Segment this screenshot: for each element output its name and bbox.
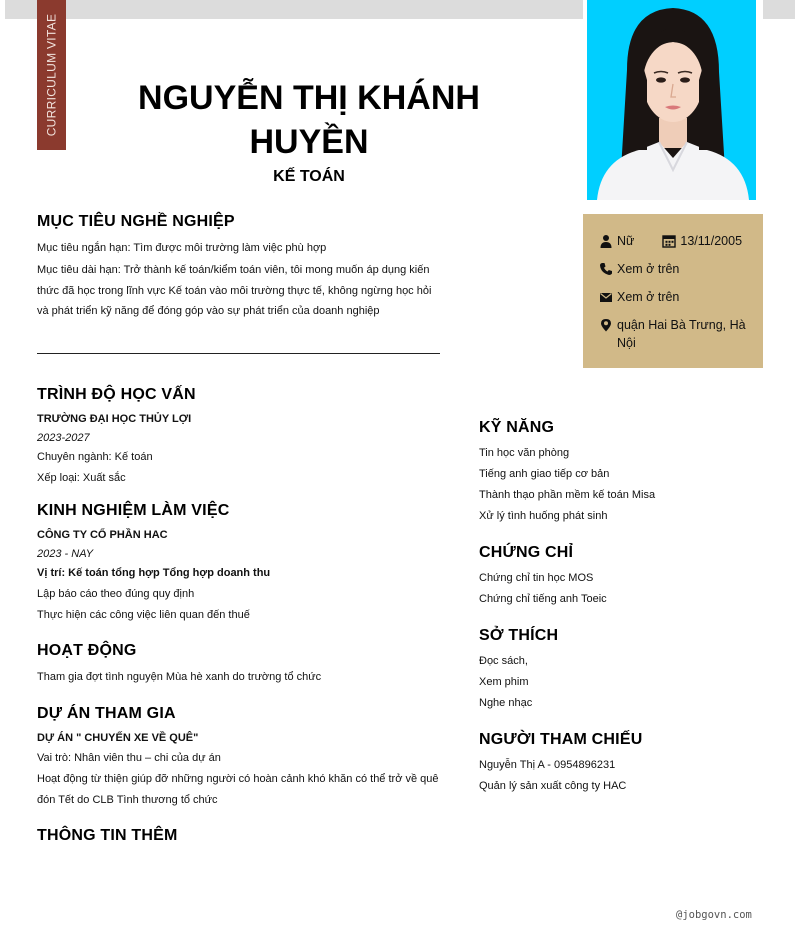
candidate-name: NGUYỄN THỊ KHÁNH HUYỀN — [138, 79, 480, 161]
top-bar-right — [763, 0, 795, 19]
references-title: NGƯỜI THAM CHIẾU — [479, 731, 643, 748]
curriculum-vitae-tab — [37, 0, 66, 150]
dob-group — [662, 232, 742, 250]
education-major: Chuyên ngành: Kế toán — [37, 451, 153, 463]
education-title: TRÌNH ĐỘ HỌC VẤN — [37, 386, 196, 403]
contact-info-box — [583, 214, 763, 368]
project-name: DỰ ÁN " CHUYẾN XE VỀ QUÊ" — [37, 732, 199, 744]
hobby-item: Đọc sách, — [479, 655, 528, 667]
skill-item: Xử lý tình huống phát sinh — [479, 510, 608, 522]
phone-row — [599, 260, 749, 278]
email-icon — [599, 290, 613, 304]
skills-title: KỸ NĂNG — [479, 419, 555, 436]
certificates-title: CHỨNG CHỈ — [479, 544, 574, 561]
job-title: KẾ TOÁN — [273, 168, 345, 185]
education-rank: Xếp loại: Xuất sắc — [37, 472, 126, 484]
experience-position: Vị trí: Kế toán tổng hợp Tổng hợp doanh thu — [37, 567, 271, 579]
profile-photo — [587, 0, 756, 200]
project-description: Hoạt động từ thiện giúp đỡ những người có hoàn cảnh khó khăn có thể trở về quê đón Tết do CLB Tình thương tổ chức — [37, 773, 439, 806]
gender-value: Nữ — [617, 234, 635, 248]
activity-item: Tham gia đợt tình nguyện Mùa hè xanh do trường tổ chức — [37, 671, 322, 683]
skill-item: Tin học văn phòng — [479, 447, 570, 459]
reference-item: Nguyễn Thị A - 0954896231 — [479, 759, 616, 771]
gender-dob-row — [599, 232, 749, 250]
hobby-item: Nghe nhạc — [479, 697, 533, 709]
reference-item: Quản lý sản xuất công ty HAC — [479, 780, 627, 792]
address-row — [599, 316, 749, 352]
objective-long-term: Mục tiêu dài hạn: Trở thành kế toán/kiểm toán viên, tôi mong muốn áp dụng kiến thức đã học trong lĩnh vực Kế toán vào môi trường thực tế, không ngừng học hỏi và phát triển kỹ năng để đóng góp vào sự phát triển của doanh nghiệp — [37, 264, 432, 317]
education-period: 2023-2027 — [37, 432, 90, 444]
address-value: quận Hai Bà Trưng, Hà Nội — [617, 318, 746, 350]
dob-value: 13/11/2005 — [680, 234, 743, 248]
activities-title: HOẠT ĐỘNG — [37, 642, 137, 659]
experience-company: CÔNG TY CỔ PHẦN HAC — [37, 529, 168, 541]
skill-item: Thành thạo phần mềm kế toán Misa — [479, 489, 656, 501]
experience-task: Thực hiện các công việc liên quan đến thuế — [37, 609, 250, 621]
section-divider — [37, 353, 440, 354]
watermark: @jobgovn.com — [676, 909, 752, 921]
experience-title: KINH NGHIỆM LÀM VIỆC — [37, 502, 230, 519]
certificate-item: Chứng chỉ tiếng anh Toeic — [479, 593, 607, 605]
experience-task: Lập báo cáo theo đúng quy định — [37, 588, 195, 600]
phone-icon — [599, 262, 613, 276]
email-value: Xem ở trên — [617, 290, 680, 304]
location-pin-icon — [599, 318, 613, 332]
phone-value: Xem ở trên — [617, 262, 680, 276]
top-bar — [5, 0, 583, 19]
objective-title: MỤC TIÊU NGHỀ NGHIỆP — [37, 213, 235, 230]
email-row — [599, 288, 749, 306]
more-info-title: THÔNG TIN THÊM — [37, 827, 178, 844]
calendar-icon — [662, 234, 676, 248]
hobby-item: Xem phim — [479, 676, 529, 688]
education-school: TRƯỜNG ĐẠI HỌC THỦY LỢI — [37, 413, 192, 425]
certificate-item: Chứng chỉ tin học MOS — [479, 572, 594, 584]
objective-short-term: Mục tiêu ngắn hạn: Tìm được môi trường làm việc phù hợp — [37, 242, 327, 254]
skill-item: Tiếng anh giao tiếp cơ bản — [479, 468, 610, 480]
project-role: Vai trò: Nhân viên thu – chi của dự án — [37, 752, 221, 764]
portrait-illustration — [587, 0, 756, 200]
person-icon — [599, 234, 613, 248]
hobbies-title: SỞ THÍCH — [479, 627, 559, 644]
experience-period: 2023 - NAY — [37, 548, 94, 560]
curriculum-vitae-label: CURRICULUM VITAE — [44, 13, 59, 137]
projects-title: DỰ ÁN THAM GIA — [37, 705, 176, 722]
